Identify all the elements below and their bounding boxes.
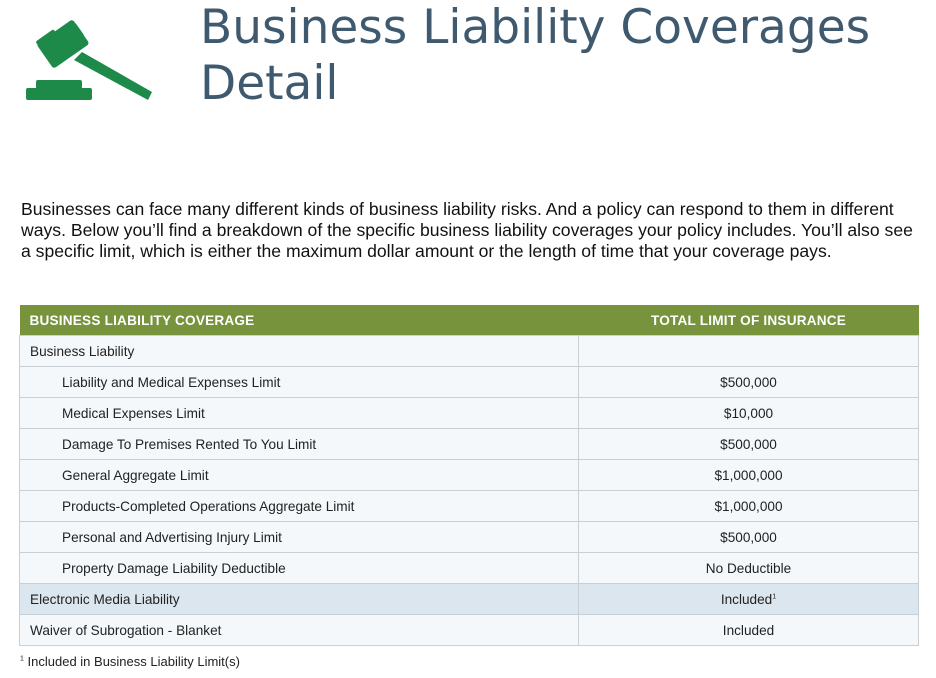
coverage-limit-value: Included (720, 591, 773, 607)
footnote-marker: 1 (772, 592, 777, 600)
column-header-limit: TOTAL LIMIT OF INSURANCE (579, 305, 919, 336)
coverage-limit: $500,000 (579, 367, 919, 398)
intro-paragraph: Businesses can face many different kinds of business liability risks. And a policy can respond to them in different ways. Below you’ll find a breakdown of the specific business liability coverages your policy includes. You’ll also see a specific limit, which is either the maximum dollar amount or the length of time that your coverage pays. (21, 199, 913, 261)
coverage-limit (579, 336, 919, 367)
page-title-line2: Detail (200, 56, 339, 111)
coverage-name: Personal and Advertising Injury Limit (20, 522, 579, 553)
gavel-icon (22, 20, 154, 104)
coverage-name: Property Damage Liability Deductible (20, 553, 579, 584)
coverage-limit: $1,000,000 (579, 491, 919, 522)
coverage-name: Products-Completed Operations Aggregate Limit (20, 491, 579, 522)
page-title-line1: Business Liability Coverages (200, 0, 871, 55)
coverage-limit: $500,000 (579, 429, 919, 460)
coverage-name: Medical Expenses Limit (20, 398, 579, 429)
table-header-row (20, 305, 919, 336)
table-row (20, 615, 919, 646)
table-row (20, 367, 919, 398)
table-row (20, 553, 919, 584)
table-row (20, 398, 919, 429)
coverage-table (19, 305, 919, 646)
table-row (20, 460, 919, 491)
table-row (20, 336, 919, 367)
coverage-limit: Included (579, 615, 919, 646)
coverage-name: Liability and Medical Expenses Limit (20, 367, 579, 398)
footnote-marker: 1 (20, 655, 24, 663)
coverage-name: Electronic Media Liability (20, 584, 579, 615)
coverage-limit: $1,000,000 (579, 460, 919, 491)
coverage-limit: $500,000 (579, 522, 919, 553)
footnote (20, 654, 240, 669)
footnote-text: Included in Business Liability Limit(s) (27, 654, 240, 669)
coverage-name: Damage To Premises Rented To You Limit (20, 429, 579, 460)
page-title (200, 0, 920, 112)
coverage-limit (579, 584, 919, 615)
coverage-limit: No Deductible (579, 553, 919, 584)
coverage-name: Waiver of Subrogation - Blanket (20, 615, 579, 646)
coverage-name: General Aggregate Limit (20, 460, 579, 491)
table-row (20, 491, 919, 522)
table-row (20, 522, 919, 553)
table-row (20, 584, 919, 615)
coverage-name: Business Liability (20, 336, 579, 367)
table-row (20, 429, 919, 460)
column-header-coverage: BUSINESS LIABILITY COVERAGE (20, 305, 579, 336)
coverage-limit: $10,000 (579, 398, 919, 429)
